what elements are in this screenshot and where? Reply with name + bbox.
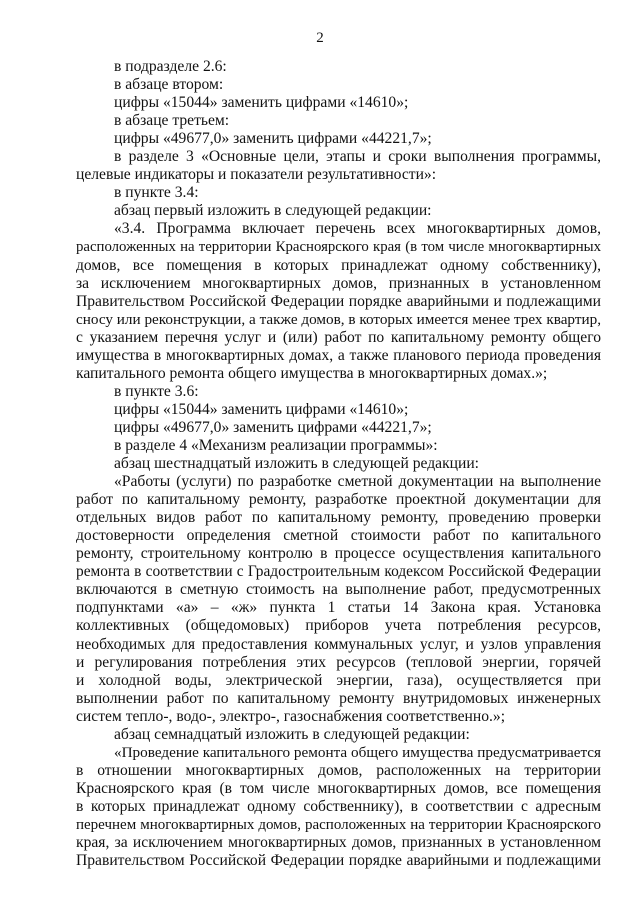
text-line: в пункте 3.4:: [114, 184, 199, 202]
text-line: края, за исключением многоквартирных домов, признанных в установленном: [76, 834, 601, 852]
text-line: домов, все помещения в которых принадлежат одному собственнику),: [76, 256, 601, 274]
text-line: в абзаце третьем:: [114, 112, 230, 130]
text-line: ремонту, строительному контролю в процессе осуществления капитального: [76, 545, 601, 563]
text-line: Правительством Российской Федерации порядке аварийными и подлежащими: [76, 852, 601, 870]
text-line: в абзаце втором:: [114, 76, 224, 94]
document-body: [76, 58, 601, 870]
text-line: и холодной воды, электрической энергии, газа), осуществляется при: [76, 671, 601, 689]
text-line: с указанием перечня услуг и (или) работ по капитальному ремонту общего: [76, 328, 601, 346]
text-line: ремонта в соответствии с Градостроительным кодексом Российской Федерации: [76, 563, 601, 581]
text-line: цифры «15044» заменить цифрами «14610»;: [114, 400, 409, 418]
text-line: абзац семнадцатый изложить в следующей редакции:: [114, 725, 470, 743]
text-line: и регулирования потребления этих ресурсов (тепловой энергии, горячей: [76, 653, 601, 671]
text-line: расположенных на территории Красноярского края (в том числе многоквартирных: [76, 239, 601, 256]
text-line: подпунктами «а» – «ж» пункта 1 статьи 14 Закона края. Установка: [76, 599, 601, 617]
text-line: работ по капитальному ремонту, разработке проектной документации для: [76, 491, 601, 509]
text-line: в разделе 3 «Основные цели, этапы и сроки выполнения программы,: [114, 148, 601, 166]
text-line: цифры «49677,0» заменить цифрами «44221,7»;: [114, 418, 432, 436]
text-line: целевые индикаторы и показатели результативности»:: [76, 166, 437, 184]
page-number: 2: [316, 30, 324, 46]
text-line: в которых принадлежат одному собственнику), в соответствии с адресным: [76, 797, 601, 815]
text-line: за исключением многоквартирных домов, признанных в установленном: [76, 274, 601, 292]
text-line: абзац первый изложить в следующей редакции:: [114, 202, 432, 220]
text-line: Красноярского края (в том числе многоквартирных домов, все помещения: [76, 779, 601, 797]
text-line: систем тепло-, водо-, электро-, газоснабжения соответственно.»;: [76, 707, 506, 725]
text-line: отдельных видов работ по капитальному ремонту, проведению проверки: [76, 509, 601, 527]
text-line: цифры «15044» заменить цифрами «14610»;: [114, 94, 409, 112]
text-line: в подразделе 2.6:: [114, 58, 227, 75]
text-line: коллективных (общедомовых) приборов учета потребления ресурсов,: [76, 617, 601, 635]
text-line: Правительством Российской Федерации порядке аварийными и подлежащими: [76, 292, 601, 310]
text-line: «Проведение капитального ремонта общего имущества предусматривается: [114, 743, 601, 761]
text-line: абзац шестнадцатый изложить в следующей редакции:: [114, 455, 480, 473]
text-line: «Работы (услуги) по разработке сметной документации на выполнение: [114, 473, 601, 491]
text-line: необходимых для предоставления коммунальных услуг, и узлов управления: [76, 635, 601, 653]
text-line: сносу или реконструкции, а также домов, в которых имеется менее трех квартир,: [76, 310, 601, 328]
text-line: достоверности определения сметной стоимости работ по капитального: [76, 527, 601, 545]
text-line: капитального ремонта общего имущества в многоквартирных домах.»;: [76, 364, 548, 382]
text-line: цифры «49677,0» заменить цифрами «44221,7»;: [114, 130, 432, 148]
text-line: в разделе 4 «Механизм реализации программы»:: [114, 436, 438, 454]
text-line: перечнем многоквартирных домов, расположенных на территории Красноярского: [76, 816, 601, 833]
text-line: «3.4. Программа включает перечень всех многоквартирных домов,: [114, 220, 601, 238]
text-line: выполнении работ по капитальному ремонту внутридомовых инженерных: [76, 689, 601, 707]
text-line: в пункте 3.6:: [114, 382, 199, 400]
text-line: имущества в многоквартирных домах, а также планового периода проведения: [76, 346, 601, 364]
text-line: в отношении многоквартирных домов, расположенных на территории: [76, 761, 601, 779]
text-line: включаются в сметную стоимость на выполнение работ, предусмотренных: [76, 581, 601, 599]
